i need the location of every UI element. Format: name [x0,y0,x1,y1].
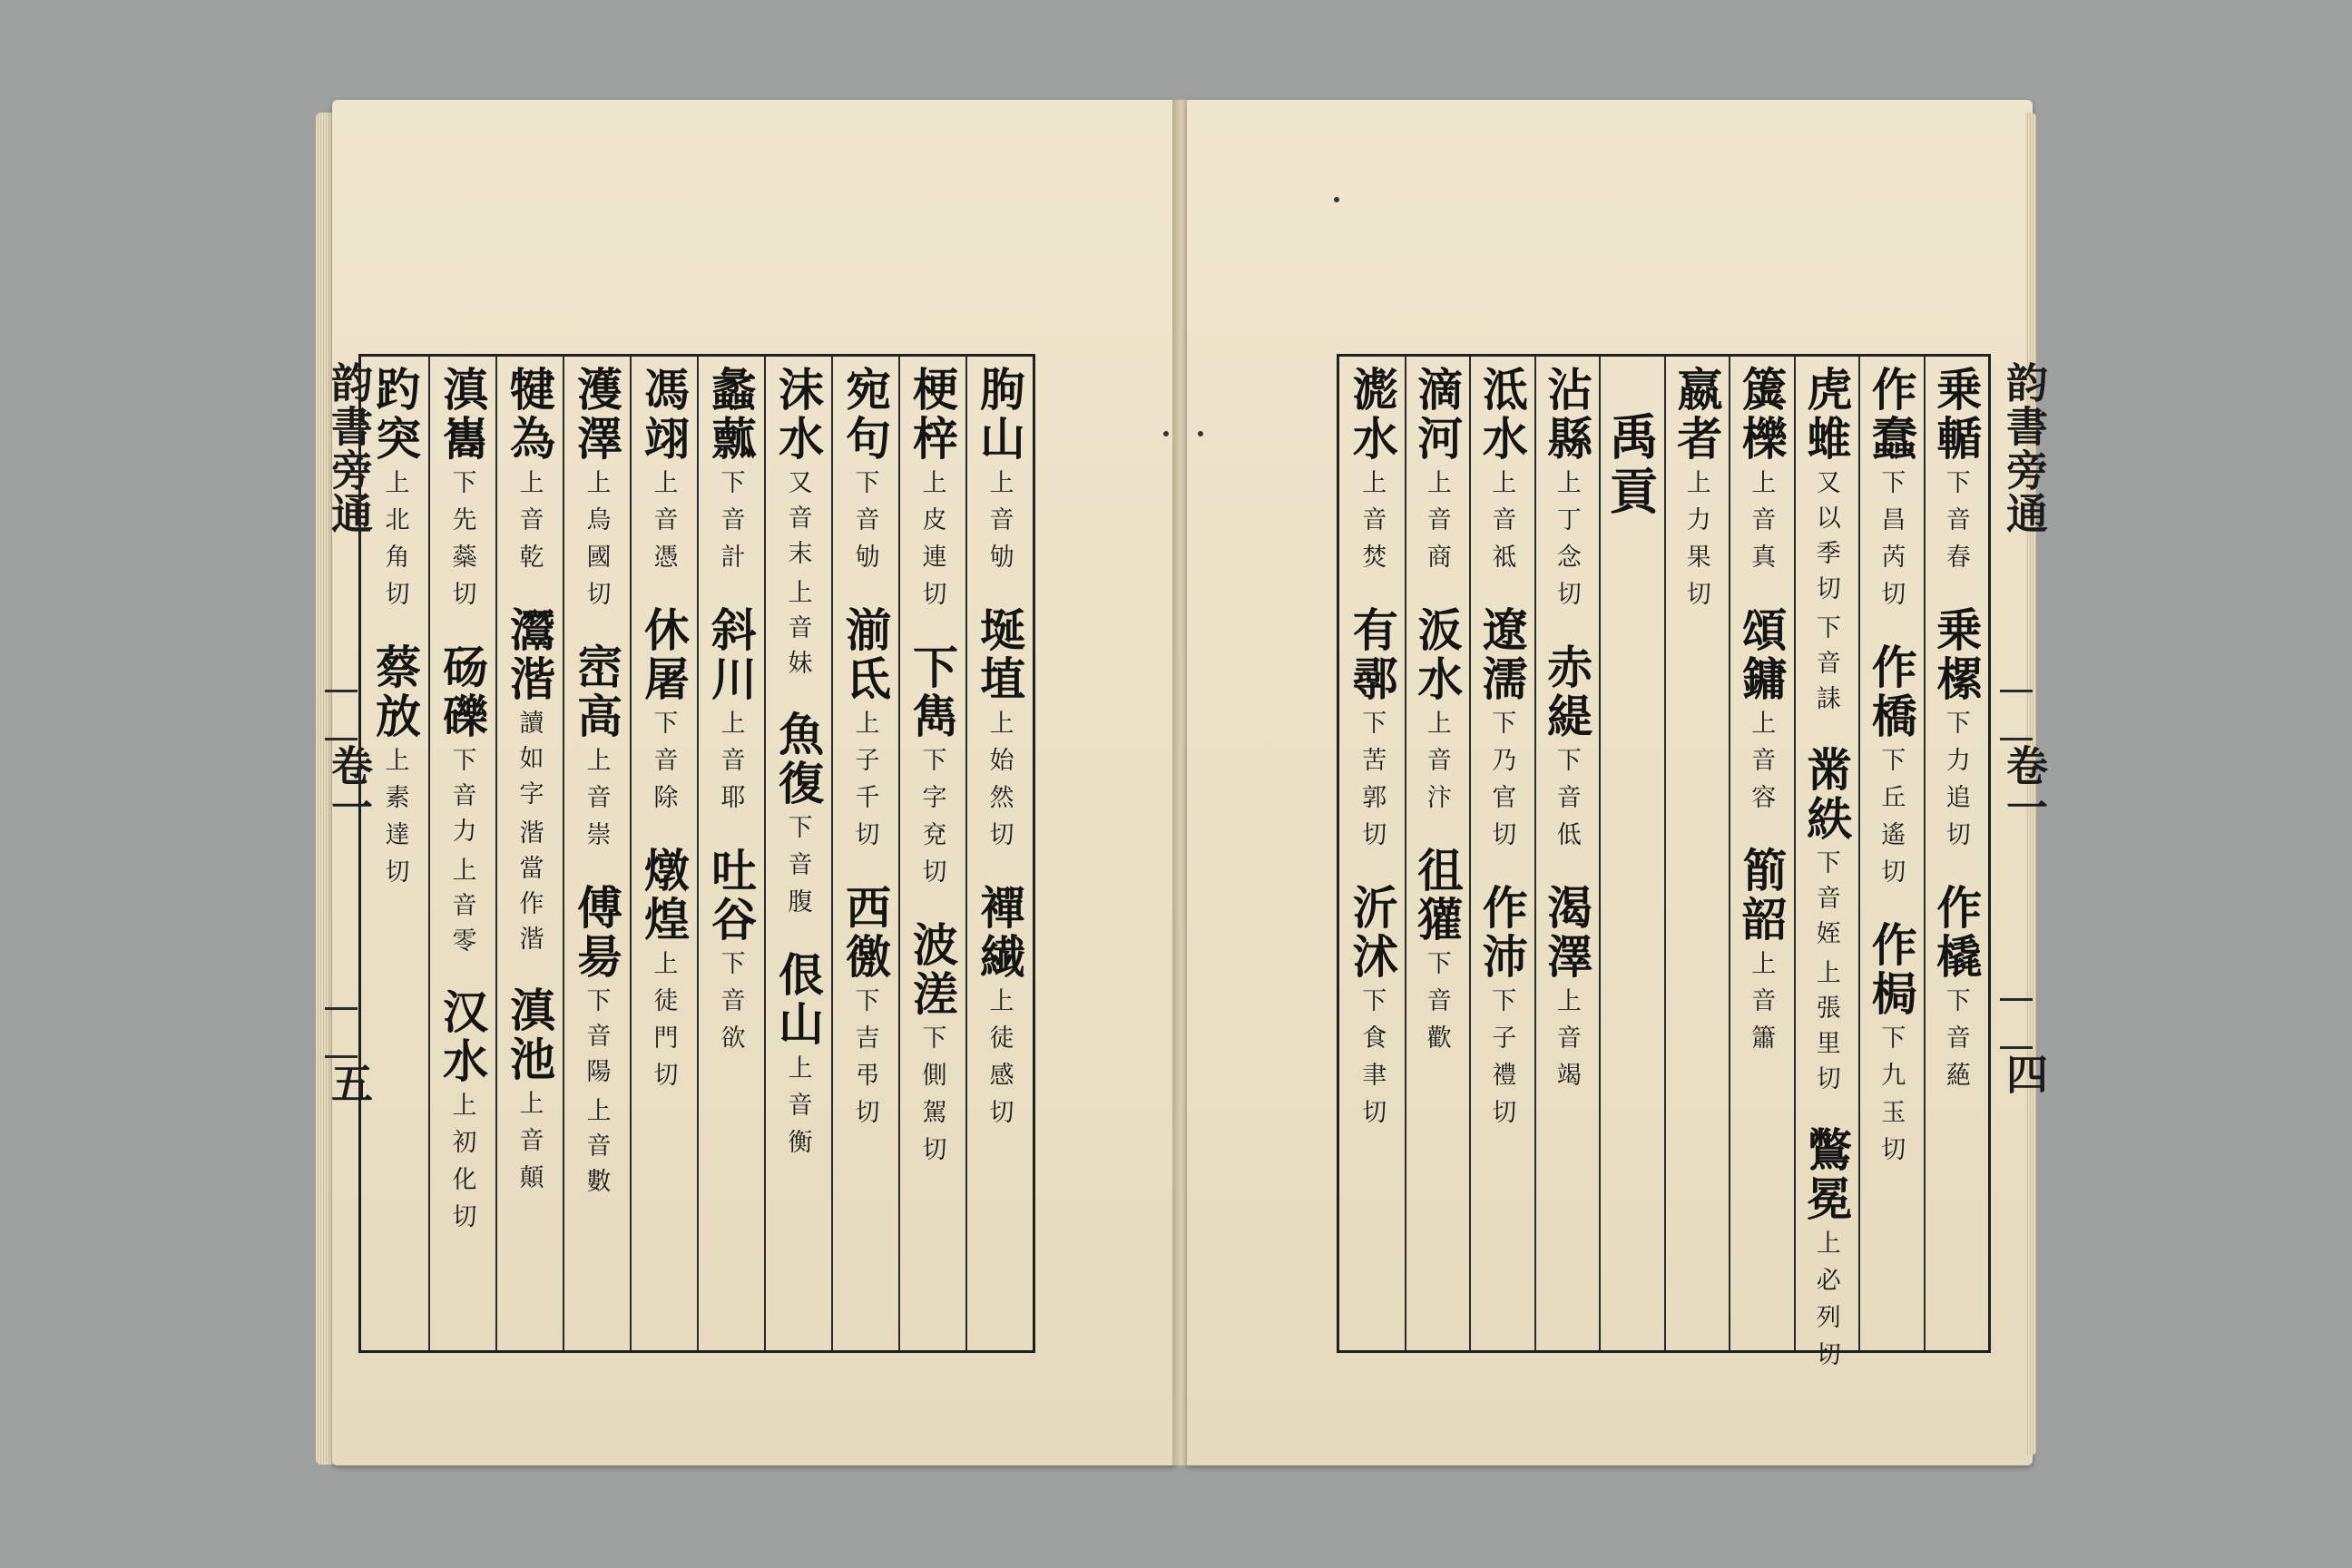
glossary-entry [1929,884,1984,1099]
entry-pronunciation-note: 上音汴 [1422,710,1451,821]
glossary-entry [1734,847,1788,1062]
entry-term: 遼濡 [1475,606,1529,704]
section-heading: 禹貢 [1602,411,1661,520]
glossary-entry [1540,366,1594,618]
entry-term: 朐山 [973,366,1026,464]
entry-term: 滇巂 [436,366,489,464]
left-margin-title: 韵書旁通 [325,361,374,535]
glossary-entry [1864,643,1918,896]
entry-term: 斜川 [704,606,758,704]
text-column [1924,357,1989,1350]
entry-pronunciation-note: 上音祗 [1487,469,1516,581]
column-content [1339,366,1405,1136]
glossary-entry [368,643,422,896]
glossary-entry [1345,884,1399,1136]
entry-term: 汉水 [436,988,489,1086]
entry-term: 渴澤 [1540,884,1594,982]
text-column [764,357,831,1350]
entry-term: 作橋 [1864,643,1918,741]
right-margin-page-number: 四 [2000,1053,2049,1094]
right-margin-fishtail-lower [2000,998,2033,1049]
text-column [898,357,965,1350]
entry-pronunciation-note: 上音乾 [514,469,544,581]
glossary-entry [771,710,825,926]
text-column [1534,357,1600,1350]
note-line: 上音妹 [783,579,812,685]
glossary-entry [1670,366,1724,618]
entry-term: 頌鏞 [1734,606,1788,704]
entry-pronunciation-note: 下字兗切 [917,747,946,896]
entry-term: 休屠 [637,606,691,704]
entry-pronunciation-note: 下吉弔切 [850,987,879,1136]
entry-pronunciation-note: 下音低 [1552,747,1581,858]
entry-term: 沾縣 [1540,366,1594,464]
entry-pronunciation-note: 上音顛 [514,1090,544,1201]
entry-pronunciation-note: 下音欲 [716,950,745,1062]
glossary-entry [1929,606,1984,858]
column-content [630,366,697,1099]
entry-term: 犍為 [503,366,556,464]
entry-term: 赤緹 [1540,643,1594,741]
glossary-entry [1799,1126,1854,1378]
entry-pronunciation-note: 上皮連切 [917,469,946,618]
entry-pronunciation-note: 上音容 [1747,710,1776,821]
entry-term: 蔡放 [368,643,422,741]
entry-term: 滇池 [503,986,556,1084]
entry-pronunciation-note: 下側駕切 [917,1024,946,1173]
glossary-entry [704,606,758,821]
glossary-entry [704,847,758,1062]
entry-term: 滴河 [1410,366,1465,464]
column-content [563,366,630,1203]
entry-pronunciation-note: 上北角切 [380,469,409,618]
entry-pronunciation-note: 上烏國切 [582,469,611,618]
glossary-entry [973,366,1026,581]
glossary-entry [570,366,623,618]
entry-term: 作沛 [1475,884,1529,982]
entry-pronunciation-note: 下食聿切 [1357,987,1387,1136]
right-text-frame [1337,354,1991,1378]
entry-pronunciation-note [447,747,476,963]
left-margin-fishtail [325,690,358,740]
note-line: 上音數 [582,1097,611,1203]
glossary-entry [436,366,489,618]
glossary-entry [906,366,959,618]
glossary-entry [1410,366,1465,581]
entry-pronunciation-note: 下昌芮切 [1877,469,1906,618]
left-margin-volume: 卷一 [325,744,374,828]
entry-pronunciation-note [783,469,812,685]
column-content [1729,366,1794,1062]
text-column [1405,357,1470,1350]
entry-term: 沫水 [771,366,825,464]
entry-pronunciation-note [1811,849,1840,1101]
entry-pronunciation-note: 上丁念切 [1552,469,1581,618]
ink-spot [1163,431,1169,436]
glossary-entry [1864,921,1918,1173]
glossary-entry [838,606,892,858]
glossary-entry [973,884,1026,1136]
entry-term: 濩澤 [570,366,623,464]
note-line: 下音陽 [582,987,611,1093]
glossary-entry [436,643,489,963]
entry-pronunciation-note: 上初化切 [447,1092,476,1240]
glossary-entry [637,366,691,581]
entry-pronunciation-note: 下音腹 [783,814,812,926]
glossary-entry [1799,366,1854,720]
column-content [361,366,428,896]
glossary-entry [1475,606,1529,858]
glossary-entry [1540,643,1594,858]
glossary-entry [570,643,623,858]
entry-pronunciation-note: 上必列切 [1811,1230,1840,1378]
entry-pronunciation-note: 下力追切 [1941,710,1970,858]
glossary-entry [906,921,959,1173]
glossary-entry [1410,606,1465,821]
ink-spot [1334,197,1339,202]
entry-term: 泜水 [1475,366,1529,464]
glossary-entry [503,986,556,1201]
column-content [1405,366,1470,1062]
note-line: 上張里切 [1811,959,1840,1101]
entry-term: 趵突 [368,366,422,464]
entry-pronunciation-note: 下音春 [1941,469,1970,581]
left-text-frame [358,354,1035,1353]
text-column [563,357,630,1350]
entry-pronunciation-note: 下乃官切 [1487,710,1516,858]
right-margin-title: 韵書旁通 [2000,361,2049,535]
entry-term: 砀礫 [436,643,489,741]
entry-term: 黹紩 [1799,746,1854,844]
entry-pronunciation-note: 下先蘂切 [447,469,476,618]
text-column [428,357,495,1350]
right-margin-fishtail [2000,690,2033,740]
entry-pronunciation-note: 下苦郭切 [1357,710,1387,858]
glossary-entry [973,606,1026,858]
note-line: 又以季切 [1811,469,1840,611]
left-margin-fishtail-lower [325,1007,358,1058]
entry-pronunciation-note: 上音簫 [1747,950,1776,1062]
text-column [831,357,898,1350]
entry-pronunciation-note: 下子禮切 [1487,987,1516,1136]
entry-term: 埏埴 [973,606,1026,704]
column-content [1924,366,1989,1099]
glossary-entry [1345,606,1399,858]
glossary-entry [1929,366,1984,581]
note-line: 下音力 [447,747,476,853]
text-column [630,357,697,1350]
column-content [965,366,1033,1136]
entry-term: 魚復 [771,710,825,808]
entry-pronunciation-note: 下音計 [716,469,745,581]
entry-pronunciation-note: 上音劬 [985,469,1014,581]
note-line: 上音零 [447,857,476,963]
entry-term: 燉煌 [637,847,691,945]
note-line: 又音末 [783,469,812,575]
glossary-entry [1864,366,1918,618]
text-column [965,357,1033,1350]
note-line: 下音姪 [1811,849,1840,956]
entry-term: 乗輴 [1929,366,1984,464]
entry-term: 嬴者 [1670,366,1724,464]
column-content [428,366,495,1240]
column-content [831,366,898,1136]
glossary-entry [1410,847,1465,1062]
entry-term: 傅昜 [570,884,623,982]
ink-spot [1198,431,1203,436]
entry-pronunciation-note: 上音商 [1422,469,1451,581]
entry-term: 西徼 [838,884,892,982]
entry-pronunciation-note: 上音真 [1747,469,1776,581]
glossary-entry [570,884,623,1203]
glossary-entry [1734,366,1788,581]
entry-term: 襌繊 [973,884,1026,982]
glossary-entry [906,643,959,896]
text-column [1599,357,1664,1350]
glossary-entry [1475,366,1529,581]
glossary-entry [1734,606,1788,821]
entry-term: 簴櫟 [1734,366,1788,464]
entry-pronunciation-note: 上徒門切 [649,950,678,1099]
entry-term: 湔氐 [838,606,892,704]
entry-pronunciation-note: 上子千切 [850,710,879,858]
entry-pronunciation-note: 上力果切 [1681,469,1710,618]
glossary-entry [436,988,489,1240]
text-column [1858,357,1924,1350]
right-margin-volume: 卷一 [2000,744,2049,828]
entry-pronunciation-note: 上音耶 [716,710,745,821]
entry-term: 作梮 [1864,921,1918,1019]
column-content [1534,366,1600,1099]
glossary-entry [1345,366,1399,581]
entry-term: 蠡䕯 [704,366,758,464]
column-content [1664,366,1730,618]
column-content [1469,366,1534,1136]
text-column [1729,357,1794,1350]
glossary-entry [637,847,691,1099]
entry-pronunciation-note: 上音衡 [783,1054,812,1166]
note-line: 湝當作湝 [514,819,544,961]
glossary-entry [1475,884,1529,1136]
entry-term: 鷩冕 [1799,1126,1854,1224]
note-line: 讀如字 [514,710,544,816]
glossary-entry [838,884,892,1136]
column-content [1599,366,1664,520]
entry-term: 馮翊 [637,366,691,464]
entry-term: 箾韶 [1734,847,1788,945]
entry-pronunciation-note: 下音蕝 [1941,987,1970,1099]
text-column [1469,357,1534,1350]
glossary-entry [637,606,691,821]
entry-pronunciation-note: 上徒感切 [985,987,1014,1136]
text-column [1664,357,1730,1350]
glossary-entry [1799,746,1854,1101]
column-content [697,366,764,1062]
entry-term: 虎蜼 [1799,366,1854,464]
entry-pronunciation-note [514,710,544,961]
text-column [495,357,563,1350]
column-content [1794,366,1859,1378]
entry-term: 吐谷 [704,847,758,945]
column-content [764,366,831,1166]
text-column [1339,357,1405,1350]
glossary-entry [771,951,825,1166]
column-content [495,366,563,1201]
entry-pronunciation-note: 上素達切 [380,747,409,896]
entry-pronunciation-note [1811,469,1840,720]
entry-pronunciation-note [584,987,609,1203]
entry-term: 佷山 [771,951,825,1049]
glossary-entry [1540,884,1594,1099]
entry-term: 汳水 [1410,606,1465,704]
entry-pronunciation-note: 下音歡 [1422,950,1451,1062]
entry-pronunciation-note: 上音崇 [582,747,611,858]
entry-pronunciation-note: 下九玉切 [1877,1024,1906,1173]
entry-term: 有鄩 [1345,606,1399,704]
glossary-entry [503,366,556,581]
entry-term: 波溠 [906,921,959,1019]
entry-term: 下雋 [906,643,959,741]
text-column [697,357,764,1350]
entry-pronunciation-note: 上音竭 [1552,987,1581,1099]
entry-term: 崈高 [570,643,623,741]
entry-pronunciation-note: 下丘遙切 [1877,747,1906,896]
glossary-entry [771,366,825,685]
entry-pronunciation-note: 下音劬 [850,469,879,581]
entry-term: 乗樏 [1929,606,1984,704]
entry-pronunciation-note: 上音焚 [1357,469,1387,581]
entry-term: 徂獾 [1410,847,1465,945]
glossary-entry [368,366,422,618]
entry-term: 宛句 [838,366,892,464]
note-line: 下音誄 [1811,614,1840,720]
entry-term: 作橇 [1929,884,1984,982]
column-content [898,366,965,1173]
glossary-entry [503,606,556,961]
entry-pronunciation-note: 下音除 [649,710,678,821]
column-content [1858,366,1924,1173]
glossary-entry [704,366,758,581]
entry-term: 沂沭 [1345,884,1399,982]
entry-term: 作蠢 [1864,366,1918,464]
glossary-entry [838,366,892,581]
text-column [361,357,428,1350]
entry-pronunciation-note: 上始然切 [985,710,1014,858]
entry-term: 滮水 [1345,366,1399,464]
entry-term: 灊湝 [503,606,556,704]
text-column [1794,357,1859,1378]
entry-pronunciation-note: 上音憑 [649,469,678,581]
entry-term: 梗梓 [906,366,959,464]
left-margin-page-number: 五 [325,1062,374,1103]
